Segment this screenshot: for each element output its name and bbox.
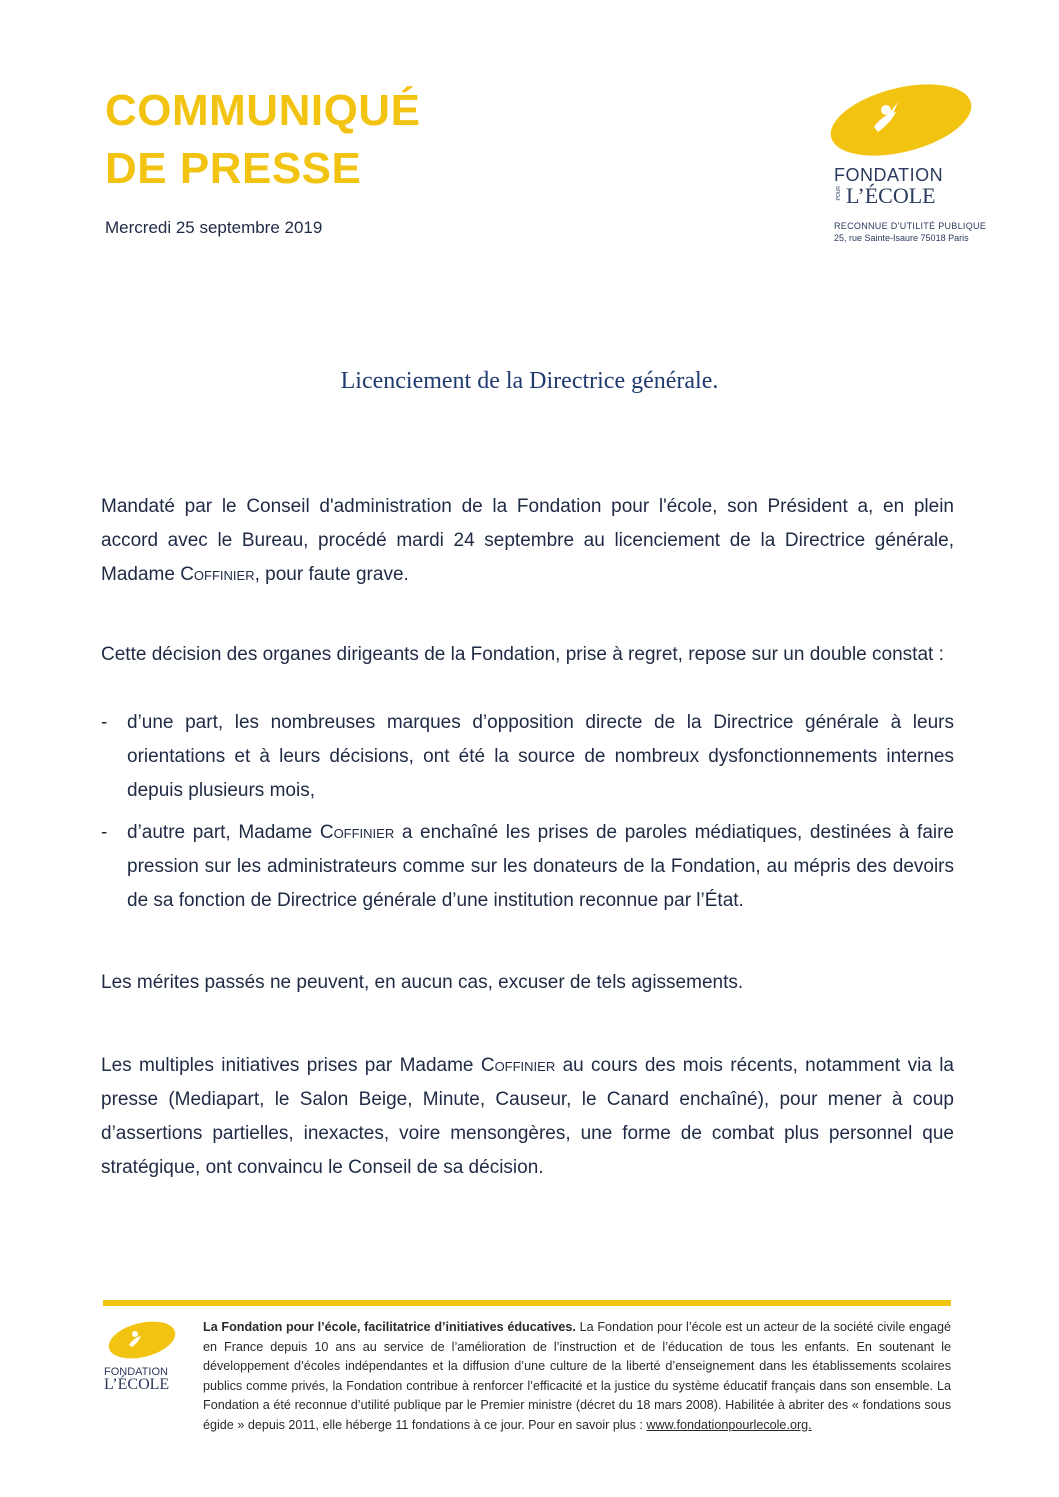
bullet-2-text-b: a enchaîné les prises de paroles médiatiques, destinées à faire pression sur les administrateurs comme sur les donateurs de la Fondation, au mépris des devoirs de sa fonction de Directrice générale d’une institution reconnue par l’État. (127, 822, 955, 911)
logo-name-line-1: FONDATION (834, 165, 944, 185)
logo-pour: POUR (836, 186, 842, 201)
paragraph-1-text-b: , pour faute grave. (254, 564, 409, 585)
person-name: Coffinier (180, 564, 255, 585)
list-item (101, 816, 954, 918)
list-dash: - (101, 712, 108, 733)
person-name: Coffinier (319, 822, 395, 843)
list-item (101, 706, 954, 808)
footer-logo-name-1: FONDATION (104, 1366, 168, 1378)
press-release-title (105, 82, 420, 198)
paragraph-1 (101, 490, 954, 592)
footer-about-text (203, 1318, 951, 1435)
footer-bold-intro: La Fondation pour l’école, facilitatrice d’initiatives éducatives. (203, 1320, 576, 1334)
paragraph-4-text-b: au cours des mois récents, notamment via la presse (Mediapart, le Salon Beige, Minute, Causeur, le Canard enchaîné), pour mener à coup d’assertions partielles, inexactes, voire mensongères, une forme de combat plus personnel que stratégique, ont convaincu le Conseil de sa décision. (101, 1055, 954, 1178)
paragraph-4 (101, 1049, 954, 1185)
footer-divider (103, 1300, 951, 1306)
paragraph-3: Les mérites passés ne peuvent, en aucun cas, excuser de tels agissements. (101, 972, 744, 993)
footer-body-text: La Fondation pour l’école est un acteur de la société civile engagé en France depuis 10 ans au service de l’amélioration de l’instruction et de l’éducation de tous les enfants. En soutenant le développement d’écoles indépendantes et la diffusion d’une culture de la liberté d’enseignement dans les établissements scolaires publics comme privés, la Fondation contribue à renforcer l’efficacité et la justice du système éducatif français dans son ensemble. La Fondation a été reconnue d’utilité publique par le Premier ministre (décret du 18 mars 2008). Habilitée à abriter des « fondations sous égide » depuis 2011, elle héberge 11 fondations à ce jour. Pour en savoir plus : (203, 1320, 951, 1432)
bullet-2-text-a: d’autre part, Madame (127, 822, 320, 843)
paragraph-2: Cette décision des organes dirigeants de la Fondation, prise à regret, repose sur un double constat : (101, 644, 944, 665)
logo-name-line-2: L’ÉCOLE (846, 183, 936, 208)
logo-subtitle: RECONNUE D’UTILITÉ PUBLIQUE (834, 221, 987, 231)
person-name: Coffinier (480, 1055, 556, 1076)
list-dash: - (101, 822, 108, 843)
logo-address: 25, rue Sainte-Isaure 75018 Paris (834, 233, 969, 243)
title-line-2: DE PRESSE (105, 144, 362, 193)
title-line-1: COMMUNIQUÉ (105, 86, 421, 135)
bullet-list (101, 706, 954, 926)
bullet-1-text: d’une part, les nombreuses marques d’opposition directe de la Directrice générale à leurs orientations et à leurs décisions, ont été la source de nombreux dysfonctionnements internes depuis plusieurs mois, (127, 712, 954, 801)
headline: Licenciement de la Directrice générale. (340, 368, 719, 394)
footer-logo-name-2: L’ÉCOLE (104, 1376, 170, 1393)
website-link[interactable]: www.fondationpourlecole.org. (646, 1417, 812, 1432)
release-date: Mercredi 25 septembre 2019 (105, 218, 323, 237)
paragraph-4-text-a: Les multiples initiatives prises par Madame (101, 1055, 481, 1076)
paragraph-1-text-a: Mandaté par le Conseil d'administration de la Fondation pour l'école, son Président a, en plein accord avec le Bureau, procédé mardi 24 septembre au licenciement de la Directrice générale, Madame (101, 496, 954, 585)
